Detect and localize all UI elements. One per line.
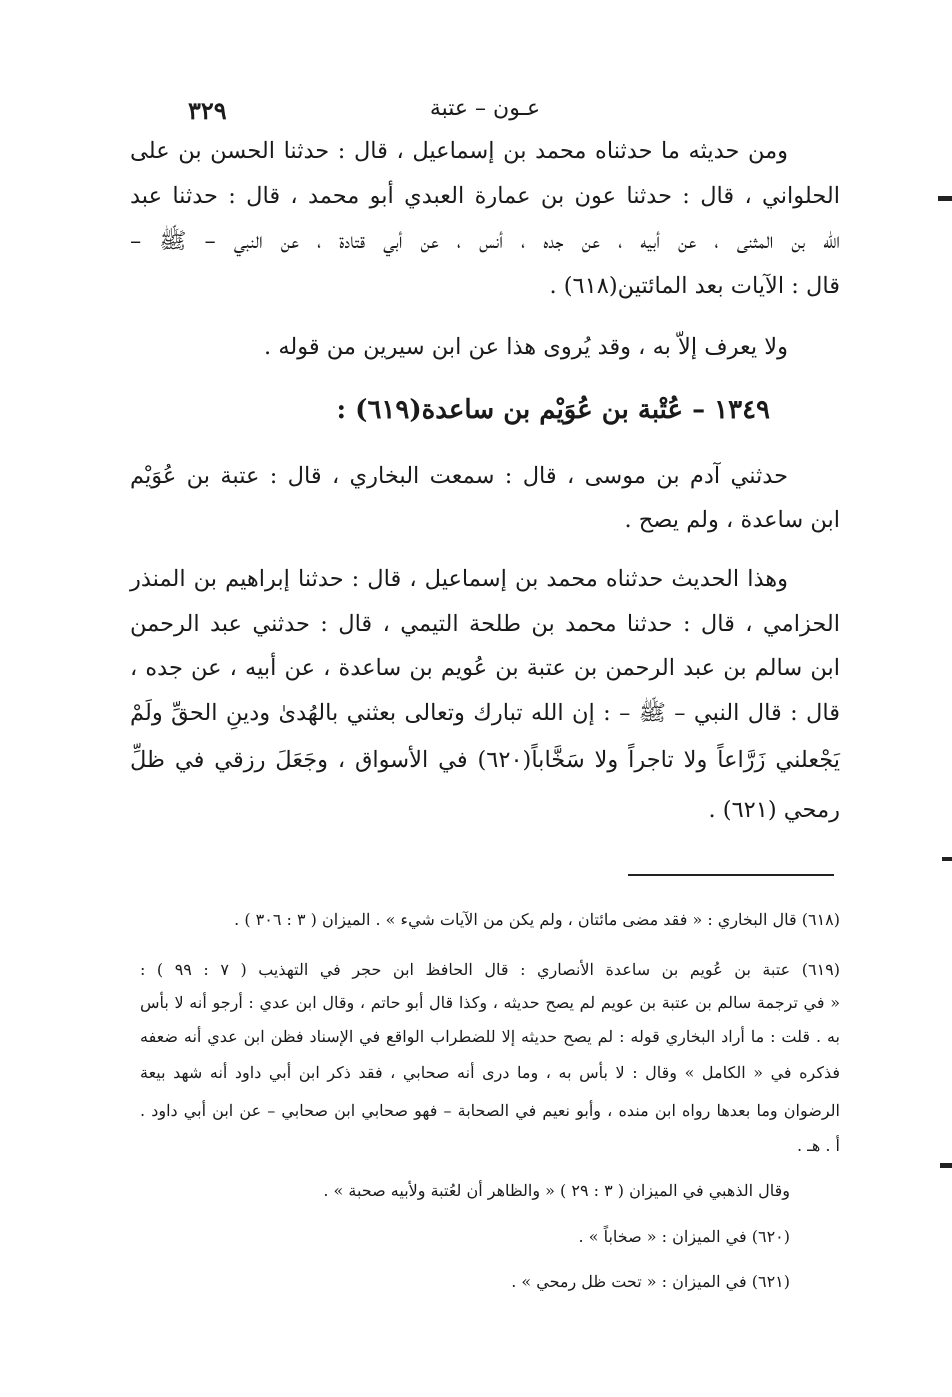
body-line: يَجْعلني زَرَّاعاً ولا تاجراً ولا سَخَّاباً(٦٢٠) في الأسواق ، وجَعَلَ رزقي في ظلِّ [130, 747, 841, 773]
body-line: حدثني آدم بن موسى ، قال : سمعت البخاري ، قال : عتبة بن عُوَيْم [130, 463, 788, 489]
body-line: رمحي (٦٢١) . [708, 797, 840, 823]
footnote-line: (٦١٩) عتبة بن عُويم بن ساعدة الأنصاري : قال الحافظ ابن حجر في التهذيب ( ٧ : ٩٩ ) : [140, 960, 841, 979]
entry-heading: ١٣٤٩ – عُتْبة بن عُوَيْم بن ساعدة(٦١٩) : [336, 395, 770, 425]
body-line: ولا يعرف إلاّ به ، وقد يُروى هذا عن ابن سيرين من قوله . [264, 334, 788, 360]
footnote-line: (٦٢٠) في الميزان : « صخاباً » . [578, 1227, 790, 1246]
body-line: الله بن المثنى ، عن أبيه ، عن جده ، أنس ، عن أبي قتادة ، عن النبي – ﷺ – [130, 228, 840, 254]
footnote-line: (٦١٨) قال البخاري : « فقد مضى مائتان ، ولم يكن من الآيات شيء » . الميزان ( ٣ : ٣٠٦ ) . [234, 910, 840, 929]
body-line: ابن ساعدة ، ولم يصح . [624, 507, 840, 533]
body-line: الحلواني ، قال : حدثنا عون بن عمارة العبدي أبو محمد ، قال : حدثنا عبد [130, 183, 840, 209]
page-number: ٣٢٩ [188, 96, 227, 125]
body-line: قال : قال النبي – ﷺ – : إن الله تبارك وتعالى بعثني بالهُدىٰ ودينِ الحقِّ ولَمْ [130, 700, 840, 726]
footnote-separator [628, 874, 834, 876]
footnote-line: (٦٢١) في الميزان : « تحت ظل رمحي » . [511, 1272, 790, 1291]
scan-edge-mark [938, 196, 952, 201]
body-line: وهذا الحديث حدثناه محمد بن إسماعيل ، قال : حدثنا إبراهيم بن المنذر [130, 566, 788, 592]
footnote-line: فذكره في « الكامل » وقال : لا بأس به ، وما درى أنه صحابي ، فقد ذكر ابن أبي داود أنه شهد بيعة [140, 1063, 840, 1082]
footnote-line: « في ترجمة سالم بن عتبة بن عويم لم يصح حديثه ، وكذا قال أبو حاتم ، وقال ابن عدي : أرجو أنه لا بأس [140, 993, 840, 1012]
footnote-line: الرضوان وما بعدها رواه ابن منده ، وأبو نعيم في الصحابة – فهو صحابي ابن صحابي – عن ابن أبي داود . [140, 1101, 841, 1120]
footnote-line: به . قلت : ما أراد البخاري قوله : لم يصح حديثه إلا للضطراب الواقع في الإسناد فظن ابن عدي أنه ضعفه [140, 1027, 841, 1046]
body-line: ابن سالم بن عبد الرحمن بن عتبة بن عُويم بن ساعدة ، عن أبيه ، عن جده ، [130, 655, 840, 681]
scan-edge-mark [940, 1163, 952, 1168]
footnote-line: أ . هـ . [797, 1136, 840, 1155]
footnote-line: وقال الذهبي في الميزان ( ٣ : ٢٩ ) « والظاهر أن لعُتبة ولأبيه صحبة » . [323, 1181, 790, 1200]
body-line: الحزامي ، قال : حدثنا محمد بن طلحة التيمي ، قال : حدثني عبد الرحمن [130, 611, 840, 637]
body-line: ومن حديثه ما حدثناه محمد بن إسماعيل ، قال : حدثنا الحسن بن على [130, 138, 788, 164]
running-title: عـون – عتبة [429, 96, 541, 121]
body-line: قال : الآيات بعد المائتين(٦١٨) . [549, 273, 840, 299]
scan-edge-mark [942, 857, 952, 861]
